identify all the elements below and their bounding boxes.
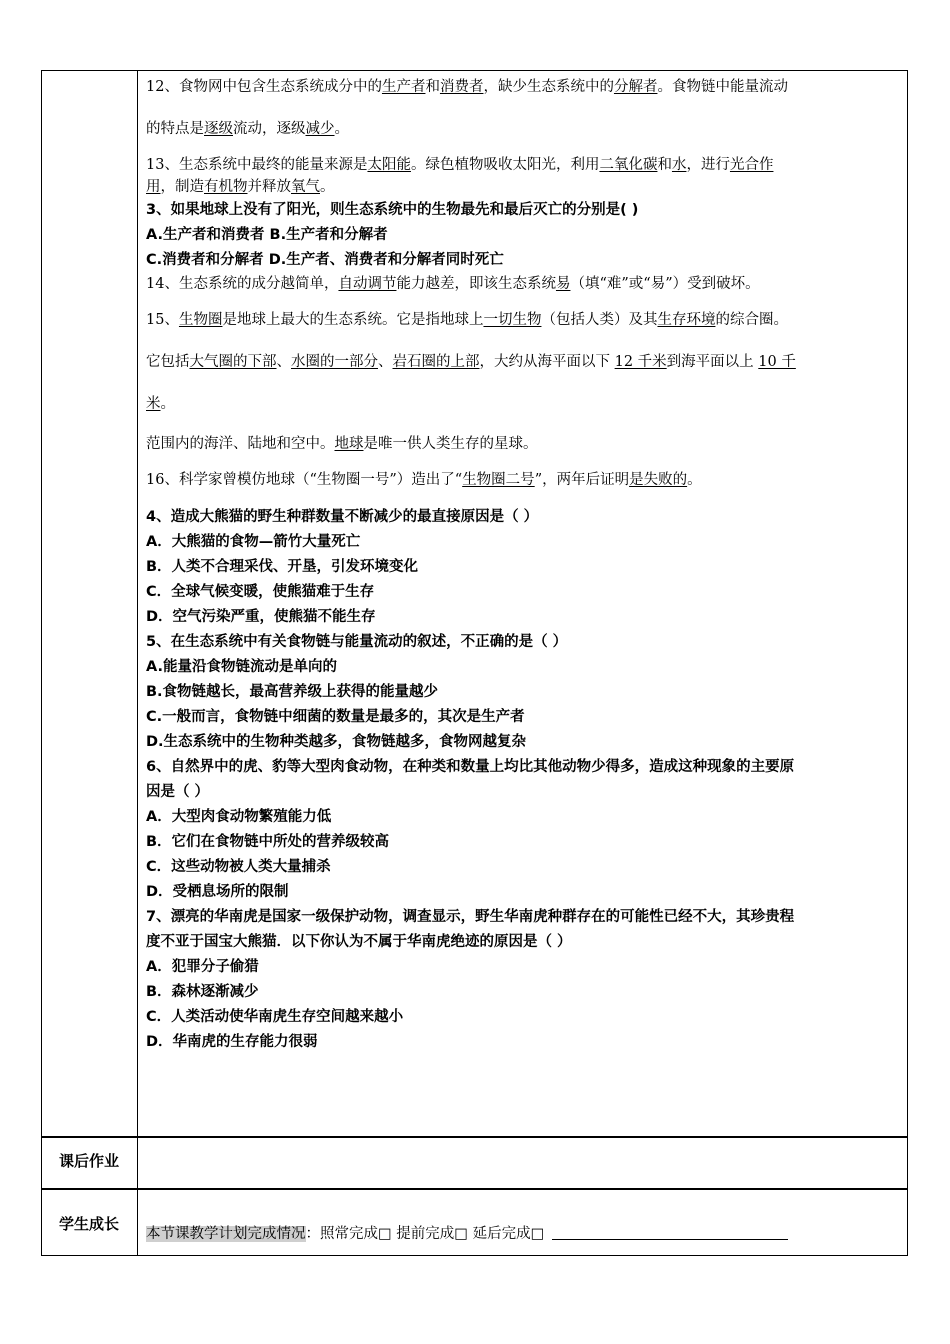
item-15-cont: 它包括大气圈的下部、水圈的一部分、岩石圈的上部，大约从海平面以下 12 千米到海平面以上 10 千 xyxy=(146,354,796,370)
column-divider xyxy=(137,70,138,1256)
item-16: 16、科学家曾模仿地球（“生物圈一号”）造出了“生物圈二号”，两年后证明是失败的。 xyxy=(146,472,702,488)
lesson-content xyxy=(146,74,902,1055)
question-5-option: B.食物链越长，最高营养级上获得的能量越少 xyxy=(146,684,439,700)
item-13: 13、生态系统中最终的能量来源是太阳能。绿色植物吸收太阳光，利用二氧化碳和水，进行光合作 xyxy=(146,157,774,173)
item-14: 14、生态系统的成分越简单，自动调节能力越差，即该生态系统易（填“难”或“易”）受到破坏。 xyxy=(146,276,760,292)
question-6: 6、自然界中的虎、豹等大型肉食动物，在种类和数量上均比其他动物少得多，造成这种现象的主要原 xyxy=(146,759,795,775)
growth-label: 学生成长 xyxy=(58,1215,119,1233)
question-6-option: A．大型肉食动物繁殖能力低 xyxy=(146,809,332,825)
question-3-options: C.消费者和分解者 D.生产者、消费者和分解者同时死亡 xyxy=(146,252,504,268)
question-5: 5、在生态系统中有关食物链与能量流动的叙述，不正确的是（ ） xyxy=(146,634,568,650)
row-divider xyxy=(41,1188,908,1190)
question-4-option: A．大熊猫的食物—箭竹大量死亡 xyxy=(146,534,361,550)
completion-status xyxy=(146,1222,788,1243)
question-7-option: D．华南虎的生存能力很弱 xyxy=(146,1034,318,1050)
question-7-option: A．犯罪分子偷猎 xyxy=(146,959,259,975)
question-7-option: B．森林逐渐减少 xyxy=(146,984,259,1000)
question-4-option: D．空气污染严重，使熊猫不能生存 xyxy=(146,609,376,625)
completion-label: 本节课教学计划完成情况 xyxy=(146,1226,306,1242)
item-13-cont: 用，制造有机物并释放氧气。 xyxy=(146,179,335,195)
question-5-option: A.能量沿食物链流动是单向的 xyxy=(146,659,337,675)
question-5-option: D.生态系统中的生物种类越多，食物链越多，食物网越复杂 xyxy=(146,734,527,750)
item-12-cont: 的特点是逐级流动，逐级减少。 xyxy=(146,121,349,137)
fill-blank xyxy=(552,1239,788,1240)
question-4-option: C．全球气候变暖，使熊猫难于生存 xyxy=(146,584,375,600)
question-7: 7、漂亮的华南虎是国家一级保护动物，调查显示，野生华南虎种群存在的可能性已经不大，其珍贵程 xyxy=(146,909,795,925)
homework-label: 课后作业 xyxy=(58,1152,119,1170)
question-5-option: C.一般而言，食物链中细菌的数量是最多的，其次是生产者 xyxy=(146,709,525,725)
question-7-cont: 度不亚于国宝大熊猫．以下你认为不属于华南虎绝迹的原因是（ ） xyxy=(146,934,572,950)
row-divider xyxy=(41,1136,908,1138)
item-15-cont: 米。 xyxy=(146,396,175,412)
question-6-cont: 因是（ ） xyxy=(146,784,210,800)
question-3-options: A.生产者和消费者 B.生产者和分解者 xyxy=(146,227,388,243)
question-6-option: B．它们在食物链中所处的营养级较高 xyxy=(146,834,390,850)
question-6-option: D．受栖息场所的限制 xyxy=(146,884,289,900)
question-4-option: B．人类不合理采伐、开垦，引发环境变化 xyxy=(146,559,419,575)
item-15: 15、生物圈是地球上最大的生态系统。它是指地球上一切生物（包括人类）及其生存环境的综合圈。 xyxy=(146,312,788,328)
item-15-cont: 范围内的海洋、陆地和空中。地球是唯一供人类生存的星球。 xyxy=(146,436,538,452)
question-4: 4、造成大熊猫的野生种群数量不断减少的最直接原因是（ ） xyxy=(146,509,539,525)
completion-options: ：照常完成□ 提前完成□ 延后完成□ xyxy=(305,1226,545,1242)
item-12: 12、食物网中包含生态系统成分中的生产者和消费者，缺少生态系统中的分解者。食物链中能量流动 xyxy=(146,79,788,95)
question-6-option: C．这些动物被人类大量捕杀 xyxy=(146,859,331,875)
question-7-option: C．人类活动使华南虎生存空间越来越小 xyxy=(146,1009,404,1025)
question-3: 3、如果地球上没有了阳光，则生态系统中的生物最先和最后灭亡的分别是( ) xyxy=(146,202,639,218)
